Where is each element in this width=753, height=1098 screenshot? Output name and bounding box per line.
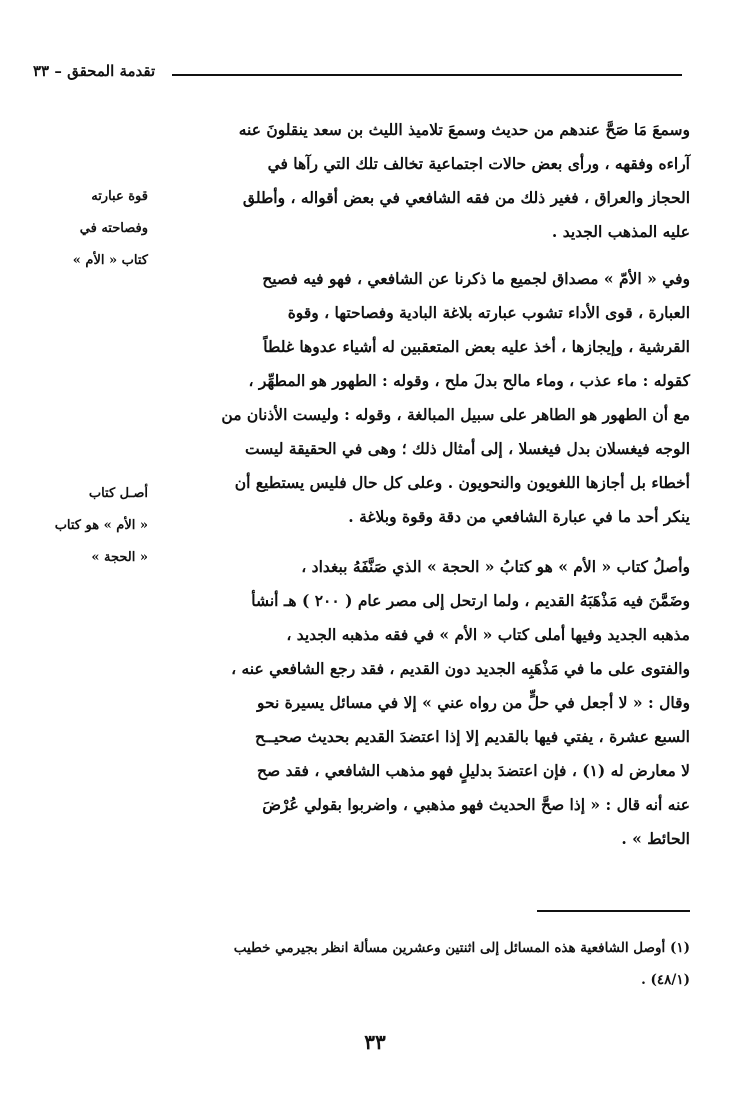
running-header: تقدمة المحقق – ٣٣	[33, 62, 156, 80]
text-line: وضَمَّنَ فيه مَذْهَبَهُ القديم ، ولما ارتحل إلى مصر عام ( ٢٠٠ ) هـ أنشأ	[251, 591, 690, 610]
margin-note-line: أصـل كتاب	[88, 486, 148, 501]
margin-note-line: « الحجة »	[91, 550, 148, 565]
paragraph-3	[158, 550, 690, 856]
text-line: عليه المذهب الجديد .	[551, 222, 690, 241]
margin-note-line: « الأم » هو كتاب	[54, 518, 148, 533]
margin-note-line: كتاب « الأم »	[72, 253, 148, 268]
text-line: لا معارض له (١) ، فإن اعتضدَ بدليلٍ فهو مذهب الشافعي ، فقد صح	[257, 761, 690, 780]
text-line: عنه أنه قال : « إذا صحَّ الحديث فهو مذهبي ، واضربوا بقولي عُرْضَ	[262, 795, 690, 814]
text-line: والفتوى على ما في مَذْهَبِه الجديد دون القديم ، فقد رجع الشافعي عنه ،	[231, 659, 690, 678]
margin-note-line: قوة عبارته	[91, 189, 148, 204]
margin-note-line: وفصاحته في	[79, 221, 148, 236]
text-line: العبارة ، قوى الأداء تشوب عبارته بلاغة البادية وفصاحتها ، وقوة	[287, 303, 690, 322]
text-line: آراءه وفقهه ، ورأى بعض حالات اجتماعية تخالف تلك التي رآها في	[267, 154, 690, 173]
text-line: مع أن الطهور هو الطاهر على سبيل المبالغة ، وقوله : وليست الأذنان من	[221, 405, 690, 424]
text-line: كقوله : ماء عذب ، وماء مالح بدلَ ملح ، وقوله : الطهور هو المطهِّر ،	[248, 371, 690, 390]
footnote-line: (١) أوصل الشافعية هذه المسائل إلى اثنتين وعشرين مسألة انظر بجيرمي خطيب	[233, 940, 690, 956]
text-line: القرشية ، وإيجازها ، أخذ عليه بعض المتعقبين له أشياء عدوها غلطاً	[263, 337, 690, 356]
footnote-line: (٤٨/١) .	[641, 972, 690, 988]
text-line: الحجاز والعراق ، فغير ذلك من فقه الشافعي في بعض أقواله ، وأطلق	[242, 188, 690, 207]
text-line: وفي « الأمّ » مصداق لجميع ما ذكرنا عن الشافعي ، فهو فيه فصيح	[262, 269, 690, 288]
text-line: ينكر أحد ما في عبارة الشافعي من دقة وقوة وبلاغة .	[348, 507, 690, 526]
margin-note-eloquence	[28, 181, 148, 277]
header-rule	[172, 74, 682, 76]
footnote-separator	[537, 910, 690, 912]
text-line: الحائط » .	[621, 829, 690, 848]
text-line: وأصلُ كتاب « الأم » هو كتابُ « الحجة » الذي صَنَّفَهُ ببغداد ،	[301, 557, 690, 576]
text-line: مذهبه الجديد وفيها أملى كتاب « الأم » في فقه مذهبه الجديد ،	[286, 625, 690, 644]
text-line: وسمعَ مَا صَحَّ عندهم من حديث وسمعَ تلاميذ الليث بن سعد ينقلونَ عنه	[238, 120, 690, 139]
text-line: السبع عشرة ، يفتي فيها بالقديم إلا إذا اعتضدَ القديم بحديث صحيــح	[255, 727, 690, 746]
main-text	[158, 113, 690, 856]
paragraph-2	[158, 262, 690, 534]
text-line: الوجه فيغسلان بدل فيغسلا ، إلى أمثال ذلك ؛ وهى في الحقيقة ليست	[245, 439, 690, 458]
text-line: أخطاء بل أجازها اللغويون والنحويون . وعلى كل حال فليس يستطيع أن	[234, 473, 690, 492]
margin-note-origin	[28, 478, 148, 574]
footnote	[158, 932, 690, 996]
paragraph-1	[158, 113, 690, 249]
text-line: وقال : « لا أجعل في حلٍّ من رواه عني » إلا في مسائل يسيرة نحو	[256, 693, 690, 712]
page-number: ٣٣	[364, 1030, 386, 1054]
